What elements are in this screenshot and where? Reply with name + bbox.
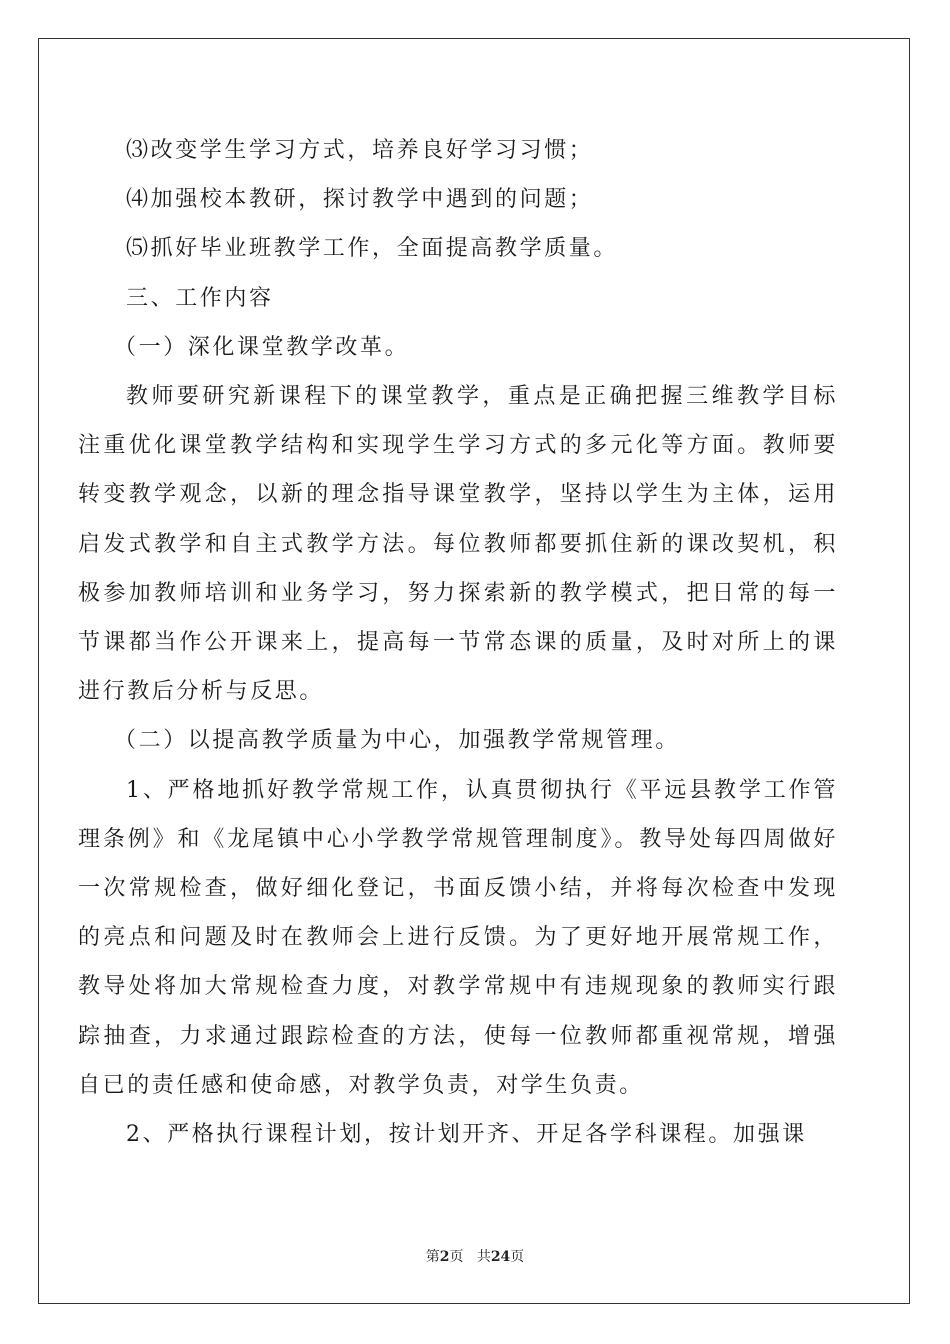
body-paragraph-1: 教师要研究新课程下的课堂教学，重点是正确把握三维教学目标注重优化课堂教学结构和实现学生学习方式的多元化等方面。教师要转变教学观念，以新的理念指导课堂教学，坚持以学生为主体，运用启发式教学和自主式教学方法。每位教师都要抓住新的课改契机，积极参加教师培训和业务学习，努力探索新的教学模式，把日常的每一节课都当作公开课来上，提高每一节常态课的质量，及时对所上的课进行教后分析与反思。	[78, 384, 838, 705]
list-item-5: ⑸抓好毕业班教学工作，全面提高教学质量。	[126, 236, 619, 262]
subsection-heading-2: （二）以提高教学质量为中心，加强教学常规管理。	[114, 728, 680, 754]
footer-page-number: 2	[439, 1249, 450, 1265]
footer-total-prefix: 共	[476, 1249, 491, 1265]
document-body	[78, 126, 838, 1159]
page-footer	[0, 1246, 950, 1266]
footer-page-suffix: 页	[449, 1249, 464, 1265]
section-heading: 三、工作内容	[126, 285, 274, 311]
body-paragraph-3: 2、严格执行课程计划，按计划开齐、开足各学科课程。加强课	[126, 1122, 807, 1148]
footer-total-pages: 24	[490, 1249, 511, 1265]
body-paragraph-2: 1、严格地抓好教学常规工作，认真贯彻执行《平远县教学工作管理条例》和《龙尾镇中心小学教学常规管理制度》。教导处每四周做好一次常规检查，做好细化登记，书面反馈小结，并将每次检查中发现的亮点和问题及时在教师会上进行反馈。为了更好地开展常规工作，教导处将加大常规检查力度，对教学常规中有违规现象的教师实行跟踪抽查，力求通过跟踪检查的方法，使每一位教师都重视常规，增强自已的责任感和使命感，对教学负责，对学生负责。	[78, 777, 838, 1098]
list-item-3: ⑶改变学生学习方式，培养良好学习习惯；	[126, 138, 594, 163]
subsection-heading-1: （一）深化课堂教学改革。	[114, 334, 410, 360]
footer-prefix: 第	[425, 1249, 440, 1265]
footer-total-suffix: 页	[510, 1249, 525, 1265]
list-item-4: ⑷加强校本教研，探讨教学中遇到的问题；	[126, 187, 594, 213]
